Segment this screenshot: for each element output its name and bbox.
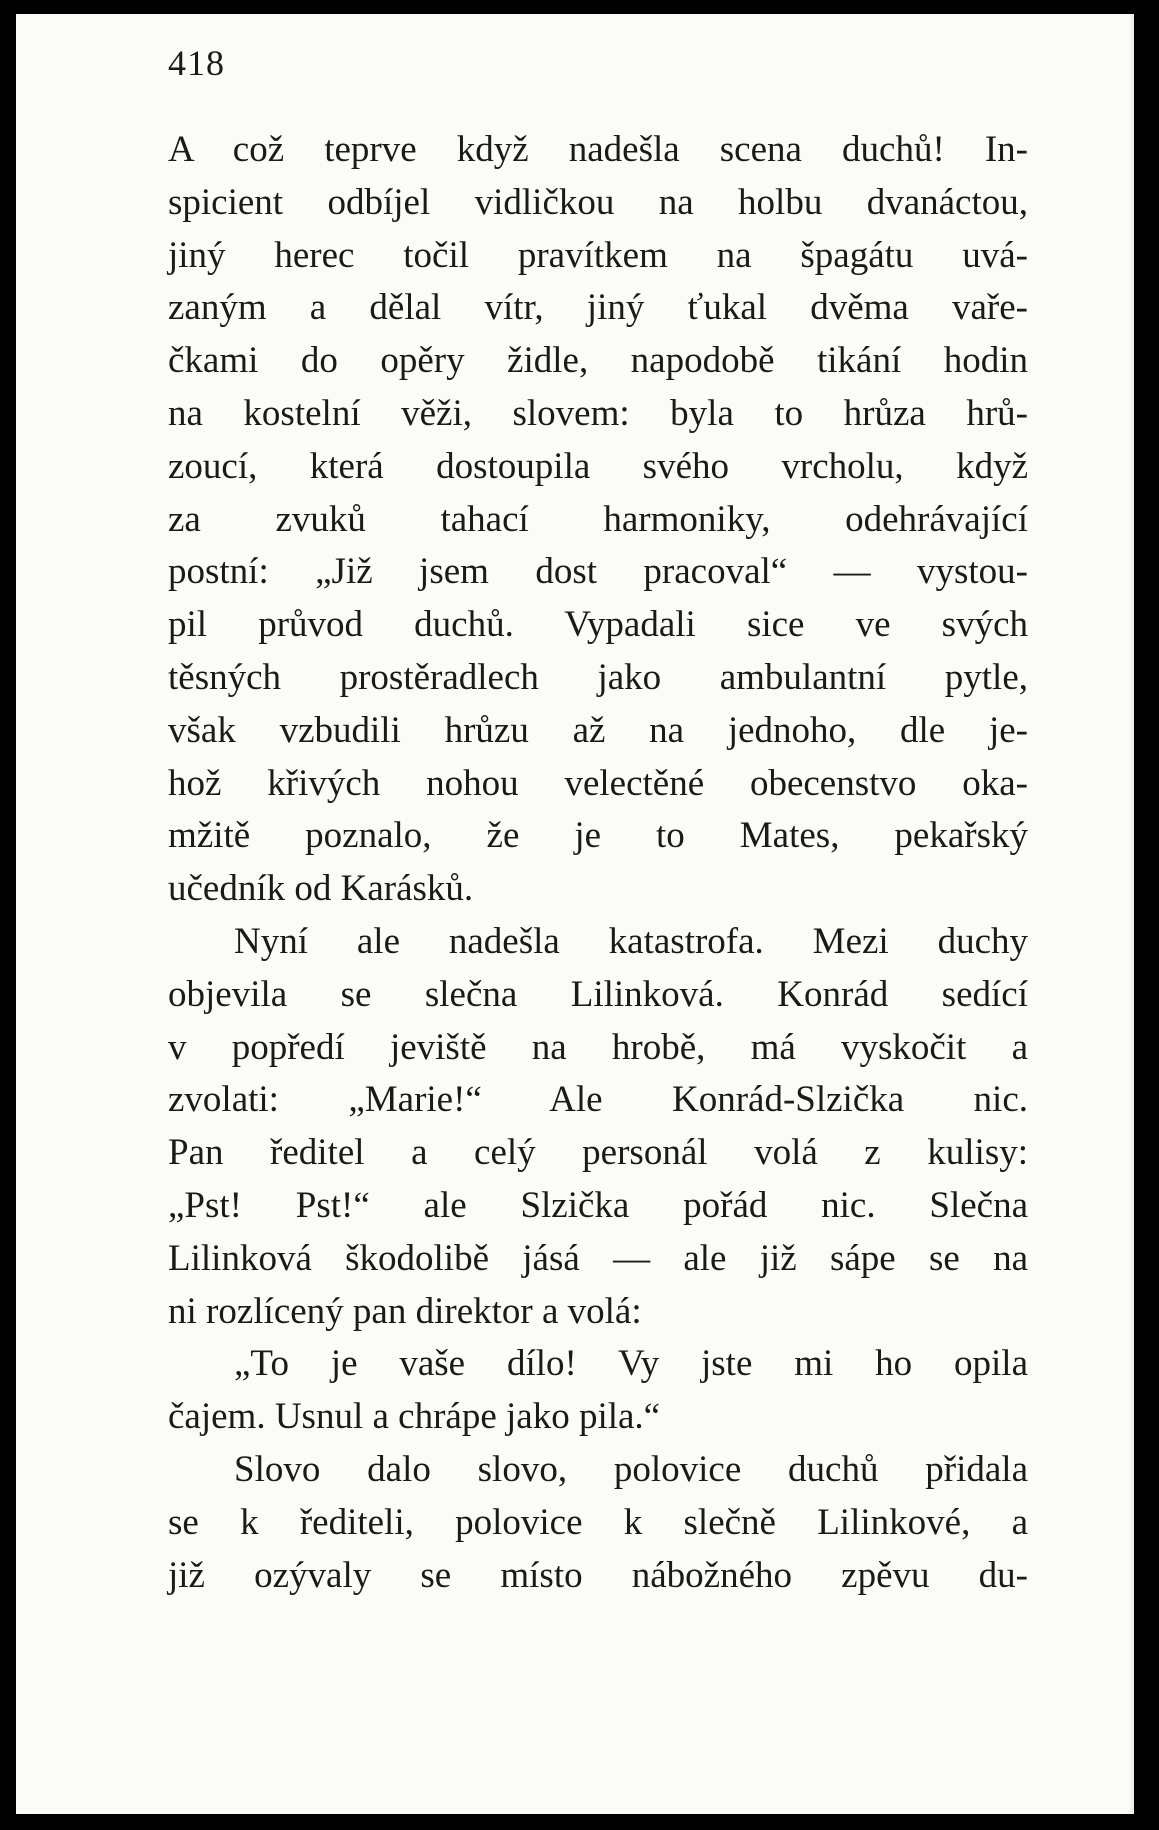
text-line: zaným a dělal vítr, jiný ťukal dvěma vaře- (168, 287, 1028, 329)
text-line: zvolati: „Marie!“ Ale Konrád-Slzička nic. (168, 1079, 1028, 1121)
text-line: objevila se slečna Lilinková. Konrád sedící (168, 973, 1028, 1015)
text-line: těsných prostěradlech jako ambulantní pytle, (168, 656, 1028, 698)
page-number: 418 (168, 43, 225, 83)
text-line: na kostelní věži, slovem: byla to hrůza hrů- (168, 392, 1028, 434)
text-line: učedník od Karásků. (168, 868, 474, 910)
text-line: již ozývaly se místo nábožného zpěvu du- (168, 1554, 1028, 1596)
text-line: hož křivých nohou velectěné obecenstvo oka- (168, 762, 1028, 804)
text-line: ni rozlícený pan direktor a volá: (168, 1290, 642, 1332)
page-edge (1128, 14, 1134, 1814)
text-line: za zvuků tahací harmoniky, odehrávající (168, 498, 1028, 540)
text-line: mžitě poznalo, že je to Mates, pekařský (168, 815, 1028, 857)
book-page (16, 14, 1134, 1814)
body-text (168, 124, 1028, 1602)
text-line: jiný herec točil pravítkem na špagátu uvá- (168, 234, 1028, 276)
text-line: „To je vaše dílo! Vy jste mi ho opila (234, 1343, 1028, 1385)
text-line: A což teprve když nadešla scena duchů! In- (168, 129, 1028, 170)
text-line: spicient odbíjel vidličkou na holbu dvanáctou, (168, 181, 1028, 223)
text-line: však vzbudili hrůzu až na jednoho, dle je- (168, 709, 1028, 751)
text-line: zoucí, která dostoupila svého vrcholu, když (168, 445, 1028, 487)
text-line: se k řediteli, polovice k slečně Lilinkové, a (168, 1501, 1028, 1543)
text-line: Nyní ale nadešla katastrofa. Mezi duchy (234, 920, 1028, 962)
text-line: postní: „Již jsem dost pracoval“ — vystou- (168, 551, 1028, 593)
text-line: „Pst! Pst!“ ale Slzička pořád nic. Slečna (168, 1184, 1028, 1226)
text-line: pil průvod duchů. Vypadali sice ve svých (168, 604, 1028, 646)
text-line: Pan ředitel a celý personál volá z kulisy: (168, 1132, 1028, 1174)
text-line: v popředí jeviště na hrobě, má vyskočit a (168, 1026, 1028, 1068)
text-line: čkami do opěry židle, napodobě tikání hodin (168, 340, 1028, 382)
text-line: čajem. Usnul a chrápe jako pila.“ (168, 1396, 661, 1438)
text-line: Slovo dalo slovo, polovice duchů přidala (234, 1448, 1028, 1490)
text-line: Lilinková škodolibě jásá — ale již sápe se na (168, 1237, 1028, 1279)
